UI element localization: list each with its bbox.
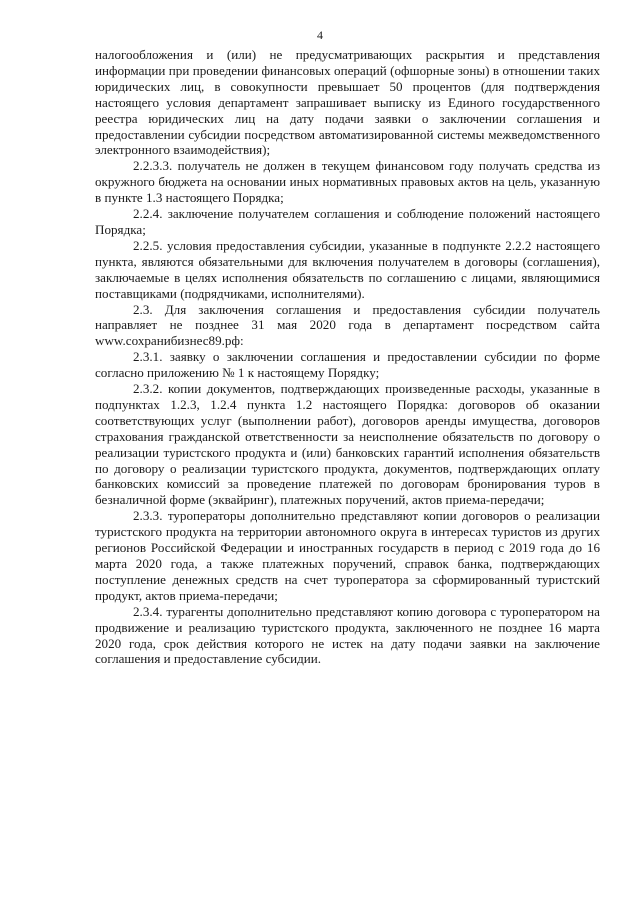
paragraph-2-3-2: 2.3.2. копии документов, подтверждающих произведенные расходы, указанные в подпунктах 1.2.3, 1.2.4 пункта 1.2 настоящего Порядка: договоров об оказании соответствующих услуг (выполнении работ), договоров аренды имущества, договоров страхования гражданской ответственности за неисполнение обязательств по договору о реализации туристского продукта и (или) банковских гарантий исполнения обязательств по договору о реализации туристского продукта, документов, подтверждающих оплату банковских комиссий за проведение платежей по договорам бронирования туров в безналичной форме (эквайринг), платежных поручений, актов приема-передачи; (95, 381, 600, 508)
paragraph-2-3-3: 2.3.3. туроператоры дополнительно представляют копии договоров о реализации туристского продукта на территории автономного округа в интересах туристов из других регионов Российской Федерации и иностранных государств в период с 2019 года до 16 марта 2020 года, а также платежных поручений, справок банка, подтверждающих поступление денежных средств на счет туроператора за сформированный туристский продукт, актов приема-передачи; (95, 508, 600, 603)
paragraph-2-2-3-3: 2.2.3.3. получатель не должен в текущем финансовом году получать средства из окружного бюджета на основании иных нормативных правовых актов на цель, указанную в пункте 1.3 настоящего Порядка; (95, 158, 600, 206)
paragraph-2-3: 2.3. Для заключения соглашения и предоставления субсидии получатель направляет не позднее 31 мая 2020 года в департамент посредством сайта www.сохранибизнес89.рф: (95, 301, 600, 349)
paragraph-2-2-4: 2.2.4. заключение получателем соглашения и соблюдение положений настоящего Порядка; (95, 206, 600, 237)
paragraph-2-3-4: 2.3.4. турагенты дополнительно представляют копию договора с туроператором на продвижение и реализацию туристского продукта, заключенного не позднее 16 марта 2020 года, срок действия которого не истек на дату подачи заявки на заключение соглашения и предоставление субсидии. (95, 603, 600, 667)
paragraph-offshore-zones: налогообложения и (или) не предусматривающих раскрытия и представления информации при проведении финансовых операций (офшорные зоны) в отношении таких юридических лиц, в совокупности превышает 50 процентов (для подтверждения настоящего условия департамент запрашивает выписку из Единого государственного реестра юридических лиц на дату подачи заявки о заключении соглашения и предоставлении субсидии посредством автоматизированной системы межведомственного электронного взаимодействия); (95, 47, 600, 158)
document-body (95, 47, 600, 667)
paragraph-2-3-1: 2.3.1. заявку о заключении соглашения и предоставлении субсидии по форме согласно приложению № 1 к настоящему Порядку; (95, 349, 600, 381)
paragraph-2-2-5: 2.2.5. условия предоставления субсидии, указанные в подпункте 2.2.2 настоящего пункта, являются обязательными для включения получателем в договоры (соглашения), заключаемые в целях исполнения обязательств по соглашению с лицами, являющимися поставщиками (подрядчиками, исполнителями). (95, 237, 600, 301)
page-number: 4 (317, 28, 323, 42)
